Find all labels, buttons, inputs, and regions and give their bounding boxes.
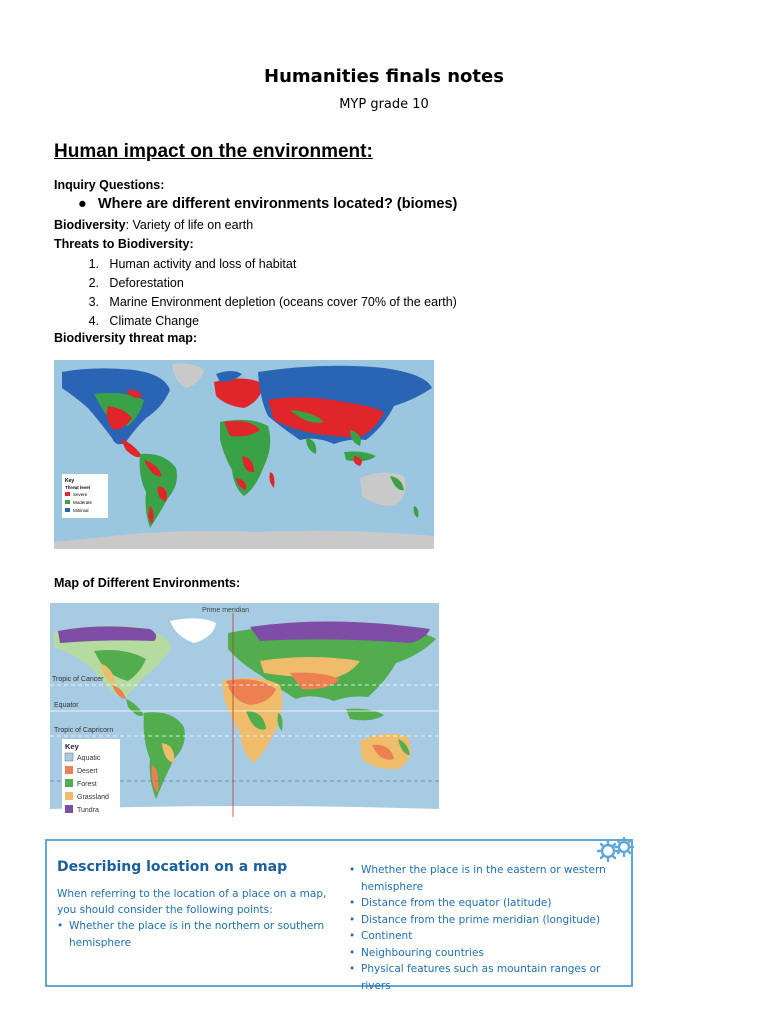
biodiversity-definition: [54, 218, 253, 232]
threats-list: [54, 256, 457, 332]
document-title: Humanities finals notes: [264, 66, 504, 87]
desert-swatch: [65, 766, 73, 774]
list-text: Deforestation: [109, 276, 184, 290]
list-text: Marine Environment depletion (oceans cover 70% of the earth): [109, 295, 457, 309]
section-heading: Human impact on the environment:: [54, 141, 373, 162]
env-key-title: Key: [65, 742, 79, 751]
list-number: 3.: [88, 295, 99, 309]
list-item: • Continent: [349, 928, 624, 945]
aquatic-swatch: [65, 753, 73, 761]
gears-icon: [595, 836, 637, 864]
severe-label: Severe: [73, 492, 88, 497]
document-subtitle: MYP grade 10: [339, 97, 429, 112]
list-number: 2.: [88, 276, 99, 290]
threats-label: Threats to Biodiversity:: [54, 237, 194, 251]
biodiversity-threat-map: [54, 360, 434, 549]
aquatic-label: Aquatic: [77, 755, 101, 762]
threat-map-label: Biodiversity threat map:: [54, 331, 198, 345]
right-points-list: [349, 862, 624, 994]
tropic-capricorn-label: Tropic of Capricorn: [54, 727, 114, 734]
environments-map: [50, 603, 439, 817]
list-item: [54, 294, 457, 313]
tundra-swatch: [65, 805, 73, 813]
grassland-label: Grassland: [77, 794, 109, 801]
grassland-swatch: [65, 792, 73, 800]
list-item: [54, 256, 457, 275]
moderate-swatch: [65, 500, 70, 504]
threat-key-subtitle: Threat level: [65, 485, 91, 490]
biodiversity-definition-text: : Variety of life on earth: [125, 218, 254, 232]
describing-location-box: [45, 839, 633, 992]
left-points-list: [57, 918, 342, 951]
bullet-icon: ●: [78, 196, 87, 212]
forest-label: Forest: [77, 781, 97, 788]
forest-swatch: [65, 779, 73, 787]
list-item: [54, 275, 457, 294]
list-item: • Distance from the prime meridian (longitude): [349, 912, 624, 929]
desert-label: Desert: [77, 768, 98, 775]
biodiversity-term: Biodiversity: [54, 218, 126, 232]
list-item: [54, 313, 457, 332]
box-intro: When referring to the location of a place on a map, you should consider the following points:: [57, 888, 327, 916]
env-map-label: Map of Different Environments:: [54, 576, 241, 590]
tundra-label: Tundra: [77, 807, 99, 814]
box-title: Describing location on a map: [57, 859, 288, 875]
inquiry-question-text: Where are different environments located? (biomes): [98, 196, 458, 212]
inquiry-label: Inquiry Questions:: [54, 178, 165, 192]
minimal-swatch: [65, 508, 70, 512]
inquiry-question: [78, 196, 457, 212]
list-item: • Neighbouring countries: [349, 945, 624, 962]
tropic-cancer-label: Tropic of Cancer: [52, 676, 104, 683]
equator-label: Equator: [54, 702, 79, 709]
threat-key-title: Key: [65, 478, 75, 484]
list-number: 4.: [88, 314, 99, 328]
moderate-label: Moderate: [73, 500, 93, 505]
list-item: • Whether the place is in the northern or southern hemisphere: [57, 918, 342, 951]
list-item: • Whether the place is in the eastern or western hemisphere: [349, 862, 624, 895]
list-item: • Physical features such as mountain ranges or rivers: [349, 961, 624, 994]
list-item: • Distance from the equator (latitude): [349, 895, 624, 912]
severe-swatch: [65, 492, 70, 496]
prime-meridian-label: Prime meridian: [202, 607, 250, 614]
minimal-label: Minimal: [73, 508, 89, 513]
list-text: Human activity and loss of habitat: [109, 257, 297, 271]
list-number: 1.: [88, 257, 99, 271]
list-text: Climate Change: [109, 314, 200, 328]
